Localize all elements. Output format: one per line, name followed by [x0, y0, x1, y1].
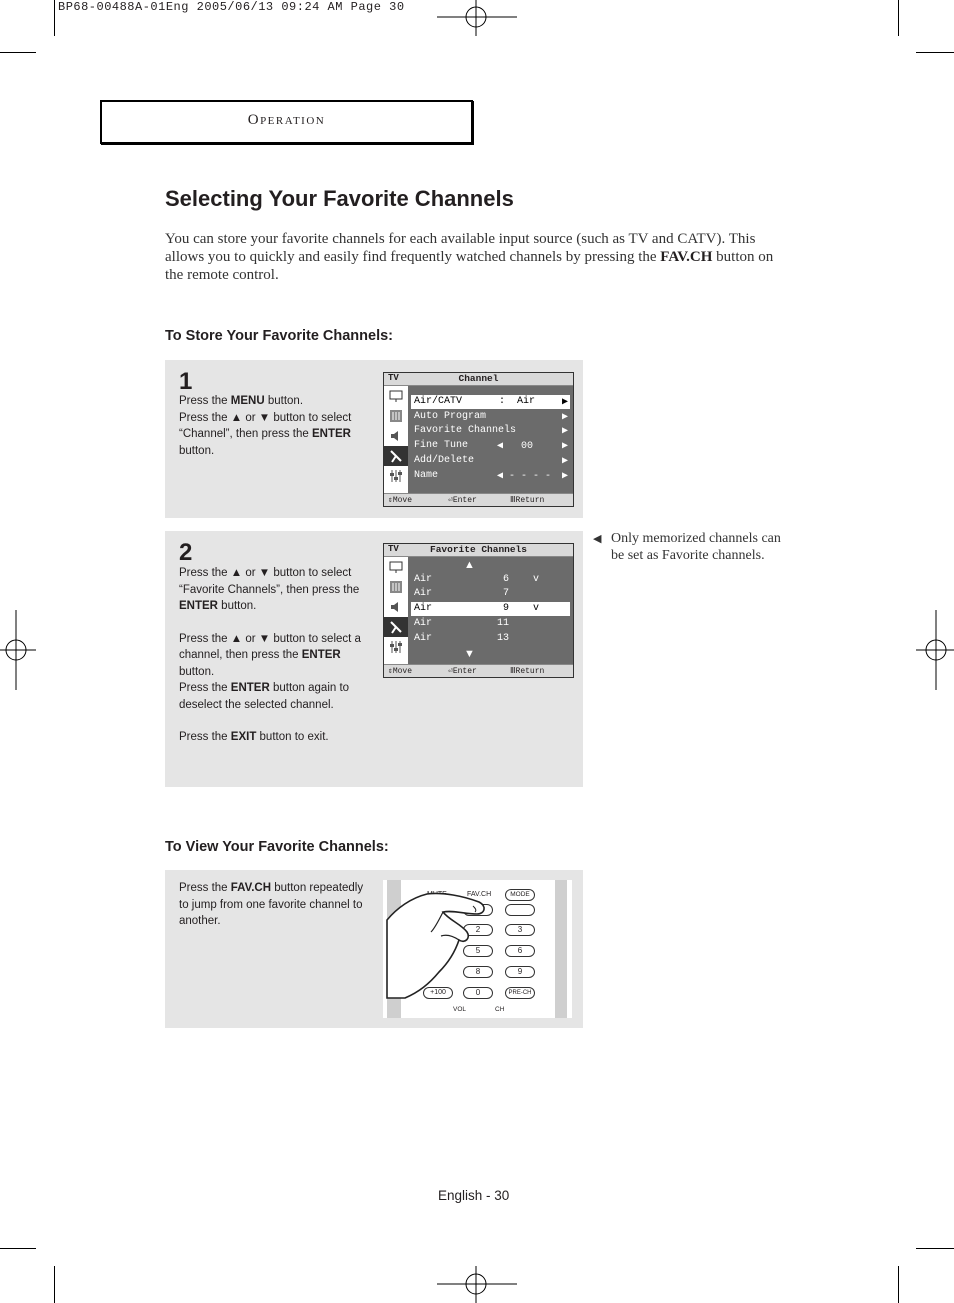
favorite-channels-screen [383, 543, 574, 678]
menu-item-air-catv[interactable]: Air/CATV : Air ▶ [411, 395, 570, 409]
osd-title: Favorite Channels [430, 544, 527, 555]
store-heading: To Store Your Favorite Channels: [165, 328, 394, 344]
key-3[interactable]: 3 [505, 924, 535, 936]
channel-menu-screen [383, 372, 574, 507]
menu-item-add-delete[interactable]: Add/Delete ▶ [414, 455, 568, 467]
section-label: Operation [247, 112, 326, 128]
sound-icon [384, 597, 408, 617]
scroll-down-arrow[interactable]: ▼ [464, 648, 475, 660]
hand-pressing-icon [383, 880, 572, 1018]
channel-row-selected[interactable]: Air 9 v [411, 602, 570, 616]
tv-source-label: TV [388, 373, 399, 383]
crop-mark [916, 1248, 954, 1249]
scroll-up-arrow[interactable]: ▲ [464, 559, 475, 571]
channel-icon [384, 446, 408, 466]
crop-mark [898, 1266, 899, 1303]
view-text: Press the FAV.CH button repeatedly to jump from one favorite channel to another. [179, 882, 364, 927]
step-number: 2 [179, 539, 193, 566]
view-panel [165, 870, 583, 1028]
osd-title-bar [384, 373, 573, 386]
registration-mark [0, 610, 36, 690]
menu-item-name[interactable]: Name ◀ - - - - ▶ [414, 470, 568, 482]
channel-row[interactable]: Air 6 v [414, 574, 540, 585]
intro-paragraph: You can store your favorite channels for each available input source (such as TV and CATV). This allows you to quickly and easily find frequently watched channels by pressing the FAV.CH button on the remote control. [165, 231, 774, 283]
picture-icon [384, 577, 408, 597]
section-header-box [100, 100, 473, 144]
move-hint: ⇕Move [388, 667, 413, 676]
view-heading: To View Your Favorite Channels: [165, 839, 389, 855]
enter-hint: ⏎Enter [448, 496, 477, 505]
crop-mark [54, 1266, 55, 1303]
key-2[interactable]: 2 [463, 924, 493, 936]
vol-label: VOL [453, 1006, 467, 1013]
pre-ch-button[interactable]: PRE-CH [505, 987, 535, 999]
key-6[interactable]: 6 [505, 945, 535, 957]
step-2-panel [165, 531, 583, 787]
step-1-text: Press the MENU button. Press the ▲ or ▼ button to select “Channel”, then press the ENTER button. [179, 395, 352, 457]
crop-mark [0, 1248, 36, 1249]
fav-ch-label: FAV.CH [467, 891, 492, 898]
key-5[interactable]: 5 [463, 945, 493, 957]
channel-row[interactable]: Air 11 [414, 618, 510, 629]
osd-menu-icons [384, 557, 408, 664]
crop-mark [0, 52, 36, 53]
page-footer: English - 30 [438, 1188, 510, 1203]
osd-help-bar [384, 493, 573, 506]
return-hint: ⅢReturn [510, 667, 545, 676]
osd-menu-icons [384, 386, 408, 493]
remote-illustration [383, 880, 572, 1018]
registration-mark [916, 610, 954, 690]
osd-help-bar [384, 664, 573, 677]
key-0[interactable]: 0 [463, 987, 493, 999]
step-1-panel [165, 360, 583, 518]
step-number: 1 [179, 368, 193, 395]
channel-menu-list [408, 386, 573, 493]
print-slug: BP68-00488A-01Eng 2005/06/13 09:24 AM Page 30 [58, 0, 405, 14]
menu-item-auto-program[interactable]: Auto Program ▶ [414, 411, 568, 423]
return-hint: ⅢReturn [510, 496, 545, 505]
osd-title: Channel [458, 373, 499, 384]
page-title: Selecting Your Favorite Channels [165, 186, 514, 211]
ch-label: CH [495, 1006, 505, 1013]
setup-icon [384, 466, 408, 486]
registration-mark [437, 1266, 517, 1303]
setup-icon [384, 637, 408, 657]
move-hint: ⇕Move [388, 496, 413, 505]
key-8[interactable]: 8 [463, 966, 493, 978]
osd-title-bar [384, 544, 573, 557]
key-plus-100[interactable]: +100 [423, 987, 453, 999]
picture-icon [384, 406, 408, 426]
crop-mark [916, 52, 954, 53]
menu-item-favorite-channels[interactable]: Favorite Channels ▶ [414, 425, 568, 437]
favorite-channel-list [408, 557, 573, 664]
channel-icon [384, 617, 408, 637]
sound-icon [384, 426, 408, 446]
channel-row[interactable]: Air 7 [414, 588, 510, 599]
tv-source-label: TV [388, 544, 399, 554]
enter-hint: ⏎Enter [448, 667, 477, 676]
registration-mark [437, 0, 517, 36]
mode-button[interactable]: MODE [505, 889, 535, 901]
crop-mark [898, 0, 899, 36]
side-note [593, 531, 793, 564]
key-9[interactable]: 9 [505, 966, 535, 978]
note-arrow-icon: ◀ [593, 533, 602, 545]
channel-row[interactable]: Air 13 [414, 633, 510, 644]
note-text: Only memorized channels can be set as Favorite channels. [611, 531, 781, 563]
input-icon [384, 386, 408, 406]
crop-mark [54, 0, 55, 36]
step-2-text: Press the ▲ or ▼ button to select “Favorite Channels”, then press the ENTER button. Press the ▲ or ▼ button to select a channel, then press the ENTER button. Press the ENTER button again to deselect the selected channel. Press the EXIT button to exit. [179, 567, 361, 743]
menu-item-fine-tune[interactable]: Fine Tune ◀ 00 ▶ [414, 440, 568, 452]
input-icon [384, 557, 408, 577]
